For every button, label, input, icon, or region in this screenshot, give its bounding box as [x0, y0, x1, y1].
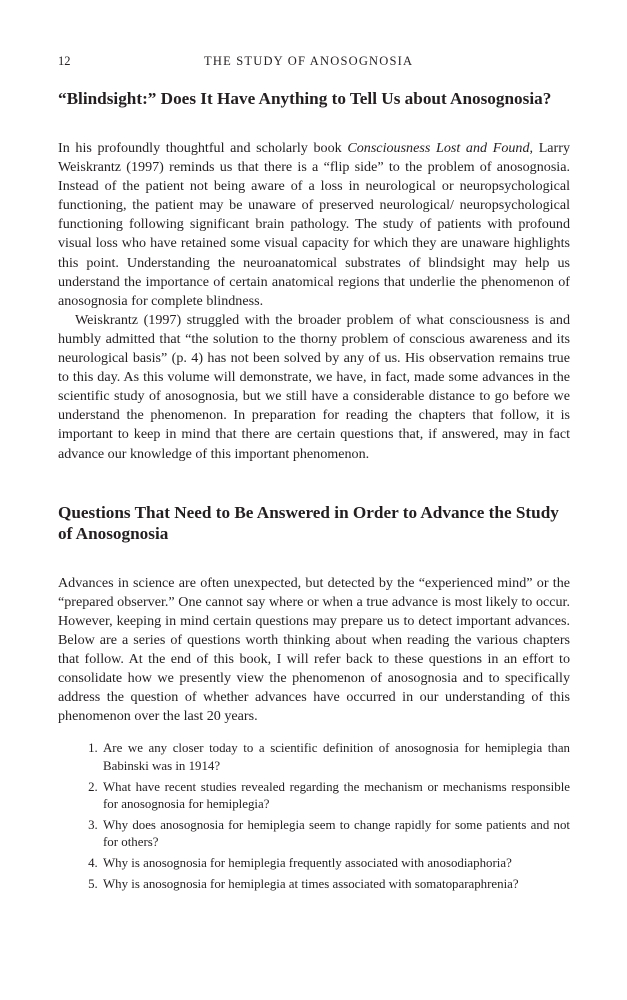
list-item: 1. Are we any closer today to a scientific definition of anosognosia for hemiplegia than Babinski was in 1914? [101, 740, 570, 775]
section-heading-questions: Questions That Need to Be Answered in Order to Advance the Study of Anosognosia [58, 502, 559, 543]
paragraph-text: In his profoundly thoughtful and scholarly book [58, 140, 348, 156]
book-title: Consciousness Lost and Found [347, 140, 530, 156]
paragraph-blindsight-2: Weiskrantz (1997) struggled with the broader problem of what consciousness is and humbly admitted that “the solution to the thorny problem of conscious awareness and its neurological basis” (p. 4) has not been solved by any of us. His observation remains true to this day. As this volume will demonstrate, we have, in fact, made some advances in the scientific study of anosognosia, but we still have a considerable distance to go before we understand the phenomenon. In preparation for reading the chapters that follow, it is important to keep in mind that there are certain questions that, if answered, may in fact advance our knowledge of this important phenomenon. [58, 311, 570, 462]
running-head [58, 54, 570, 74]
list-item: 5. Why is anosognosia for hemiplegia at times associated with somatoparaphrenia? [101, 876, 570, 894]
book-page [58, 0, 570, 896]
section-heading-blindsight: “Blindsight:” Does It Have Anything to Tell Us about Anosognosia? [58, 89, 552, 108]
paragraph-text: , Larry Weiskrantz (1997) reminds us that there is a “flip side” to the problem of anosognosia. Instead of the patient not being aware of a loss in neurological or neuropsychological functioning, the patient may be unaware of preserved neurological/ neuropsychological functioning following significant brain pathology. The study of patients with profound visual loss who have retained some visual capacity for which they are unaware highlights this point. Understanding the neuroanatomical substrates of blindsight may help us understand the importance of certain anatomical regions that underlie the phenomenon of anosognosia for complete blindness. [58, 140, 570, 309]
questions-list [58, 740, 570, 893]
page-number: 12 [58, 54, 71, 68]
running-title: THE STUDY OF ANOSOGNOSIA [204, 54, 414, 68]
paragraph-questions-intro: Advances in science are often unexpected, but detected by the “experienced mind” or the “prepared observer.” One cannot say where or when a true advance is most likely to occur. However, keeping in mind certain questions may prepare us to detect important advances. Below are a series of questions worth thinking about when reading the various chapters that follow. At the end of this book, I will refer back to these questions in an effort to consolidate how we presently view the phenomenon of anosognosia and to specifically address the question of whether advances have occurred in our understanding of this phenomenon over the last 20 years. [58, 574, 570, 725]
list-item: 2. What have recent studies revealed regarding the mechanism or mechanisms responsible for anosognosia for hemiplegia? [101, 779, 570, 814]
list-item: 3. Why does anosognosia for hemiplegia seem to change rapidly for some patients and not for others? [101, 817, 570, 852]
paragraph-blindsight-1 [58, 139, 570, 311]
list-item: 4. Why is anosognosia for hemiplegia frequently associated with anosodiaphoria? [101, 855, 570, 873]
